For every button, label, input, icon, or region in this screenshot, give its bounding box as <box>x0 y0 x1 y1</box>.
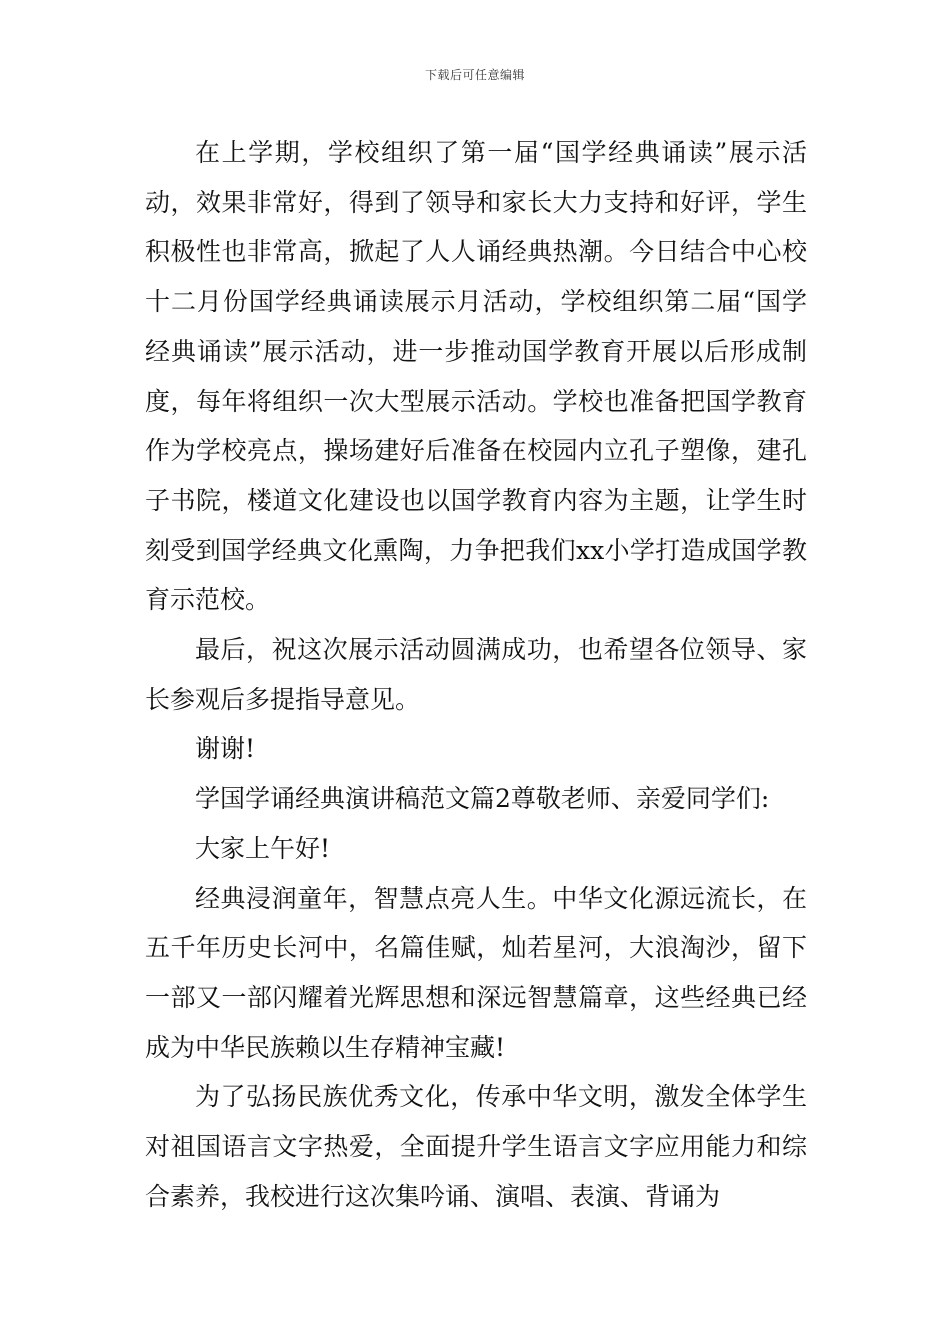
paragraph-5: 大家上午好! <box>195 833 331 863</box>
paragraph-1: 在上学期，学校组织了第一届“国学经典诵读”展示活动，效果非常好，得到了领导和家长大力支持和好评，学生积极性也非常高，掀起了人人诵经典热潮。今日结合中心校十二月份国学经典诵读展示月活动，学校组织第二届“国学经典诵读”展示活动，进一步推动国学教育开展以后形成制度，每年将组织一次大型展示活动。学校也准备把国学教育作为学校亮点，操场建好后准备在校园内立孔子塑像，建孔子书院，楼道文化建设也以国学教育内容为主题，让学生时刻受到国学经典文化熏陶，力争把我们xx小学打造成国学教育示范校。 <box>145 138 807 615</box>
paragraph-4: 学国学诵经典演讲稿范文篇2尊敬老师、亲爱同学们: <box>195 784 770 814</box>
paragraph-6: 经典浸润童年，智慧点亮人生。中华文化源远流长，在五千年历史长河中，名篇佳赋，灿若星河，大浪淘沙，留下一部又一部闪耀着光辉思想和深远智慧篇章，这些经典已经成为中华民族赖以生存精神宝藏! <box>145 883 807 1062</box>
paragraph-2: 最后，祝这次展示活动圆满成功，也希望各位领导、家长参观后多提指导意见。 <box>145 635 807 714</box>
paragraph-3: 谢谢! <box>195 734 256 764</box>
document-body <box>145 128 807 1221</box>
page-header-note: 下载后可任意编辑 <box>424 68 525 82</box>
paragraph-7: 为了弘扬民族优秀文化，传承中华文明，激发全体学生对祖国语言文字热爱，全面提升学生语言文字应用能力和综合素养，我校进行这次集吟诵、演唱、表演、背诵为 <box>145 1082 807 1211</box>
